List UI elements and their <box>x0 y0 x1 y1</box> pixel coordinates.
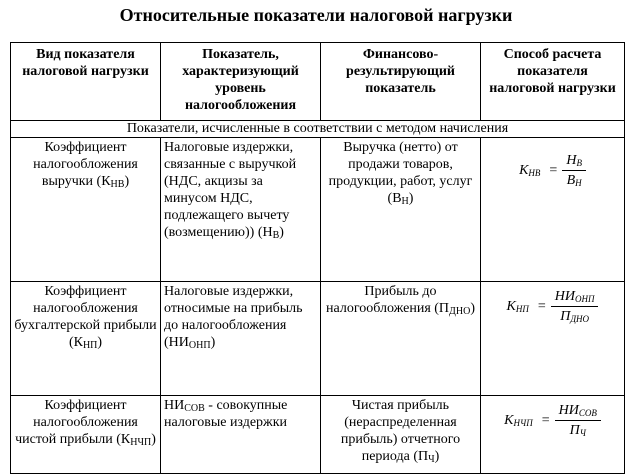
cell-financial: Чистая прибыль (нераспределенная прибыль) отчетного периода $(П_Ч)$ <box>321 396 481 474</box>
formula: $K_{НВ}$ = $\frac{Н_В}{В_Н}$ <box>519 152 586 189</box>
table-row <box>11 282 625 396</box>
cell-financial: Прибыль до налогообложения $(П_{ДНО})$ <box>321 282 481 396</box>
table-row <box>11 138 625 282</box>
header-row <box>11 43 625 121</box>
section-row-label: Показатели, исчисленные в соответствии с методом начисления <box>11 121 625 138</box>
cell-tax: $НИ_{СОВ}$ - совокупные налоговые издержки <box>161 396 321 474</box>
header-kind: Вид показателя налоговой нагрузки <box>11 43 161 121</box>
cell-formula <box>481 396 625 474</box>
cell-tax: Налоговые издержки, связанные с выручкой (НДС, акцизы за минусом НДС, подлежащего вычету (возмещению)) $(Н_В)$ <box>161 138 321 282</box>
document-title: Относительные показатели налоговой нагрузки <box>119 5 513 25</box>
cell-formula <box>481 138 625 282</box>
formula: $K_{НП}$ = $\frac{НИ_{ОНП}}{П_{ДНО}}$ <box>507 288 599 325</box>
table-row <box>11 396 625 474</box>
header-tax-indicator: Показатель, характеризующий уровень налогообложения <box>161 43 321 121</box>
cell-kind: Коэффициент налогообложения чистой прибыли $(К_{НЧП})$ <box>11 396 161 474</box>
cell-tax: Налоговые издержки, относимые на прибыль до налогообложения $(НИ_{ОНП})$ <box>161 282 321 396</box>
cell-formula <box>481 282 625 396</box>
header-financial-indicator: Финансово-результирующий показатель <box>321 43 481 121</box>
header-calculation-method: Способ расчета показателя налоговой нагрузки <box>481 43 625 121</box>
formula: $K_{НЧП}$ = $\frac{НИ_{СОВ}}{П_Ч}$ <box>504 402 601 439</box>
cell-kind: Коэффициент налогообложения выручки $(К_{НВ})$ <box>11 138 161 282</box>
cell-financial: Выручка (нетто) от продажи товаров, продукции, работ, услуг $(В_Н)$ <box>321 138 481 282</box>
cell-kind: Коэффициент налогообложения бухгалтерской прибыли $(К_{НП})$ <box>11 282 161 396</box>
section-row <box>11 121 625 138</box>
tax-burden-table <box>10 42 625 474</box>
